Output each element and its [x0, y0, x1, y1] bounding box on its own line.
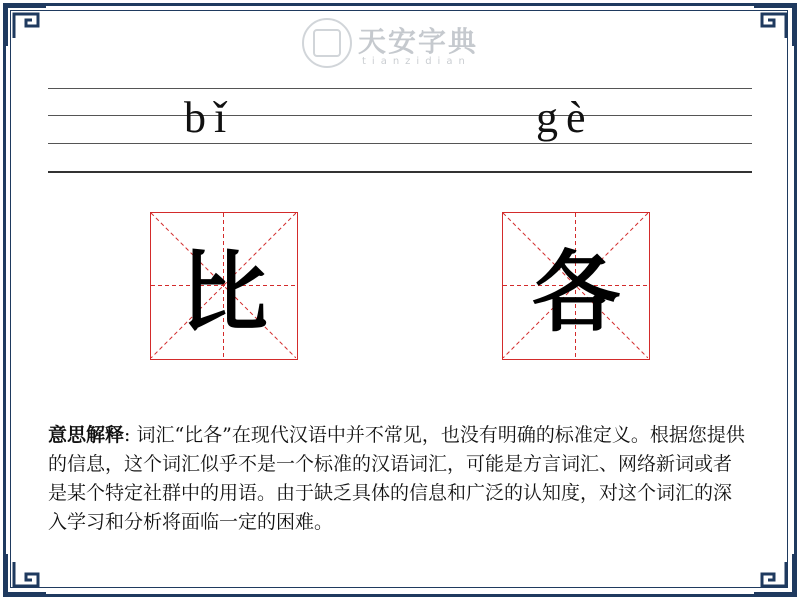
- corner-ornament-icon: [4, 4, 48, 48]
- corner-ornament-icon: [4, 552, 48, 596]
- staff-line: [48, 143, 752, 144]
- character-grid-second: [502, 212, 650, 360]
- staff-line: [48, 115, 752, 116]
- pinyin-second: gè: [536, 93, 594, 142]
- logo-seal-icon: [302, 18, 352, 68]
- character-first: 比: [179, 241, 268, 344]
- character-second: 各: [531, 241, 620, 344]
- corner-ornament-icon: [752, 4, 796, 48]
- staff-line: [48, 88, 752, 89]
- pinyin-staff: [48, 88, 752, 172]
- explanation-paragraph: [48, 421, 748, 537]
- explanation-text: : 词汇“比各”在现代汉语中并不常见，也没有明确的标准定义。根据您提供的信息，这个词汇似乎不是一个标准的汉语词汇，可能是方言词汇、网络新词或者是某个特定社群中的用语。由于缺乏具体的信息和广泛的认知度，对这个词汇的深入学习和分析将面临一定的困难。: [48, 424, 745, 533]
- explanation-label: 意思解释: [48, 424, 125, 446]
- pinyin-first: bǐ: [184, 93, 235, 142]
- staff-line: [48, 171, 752, 173]
- corner-ornament-icon: [752, 552, 796, 596]
- logo-watermark: [302, 14, 502, 70]
- logo-title: 天安字典: [358, 25, 479, 58]
- logo-subtitle: tianzidian: [362, 56, 471, 67]
- character-grid-first: [150, 212, 298, 360]
